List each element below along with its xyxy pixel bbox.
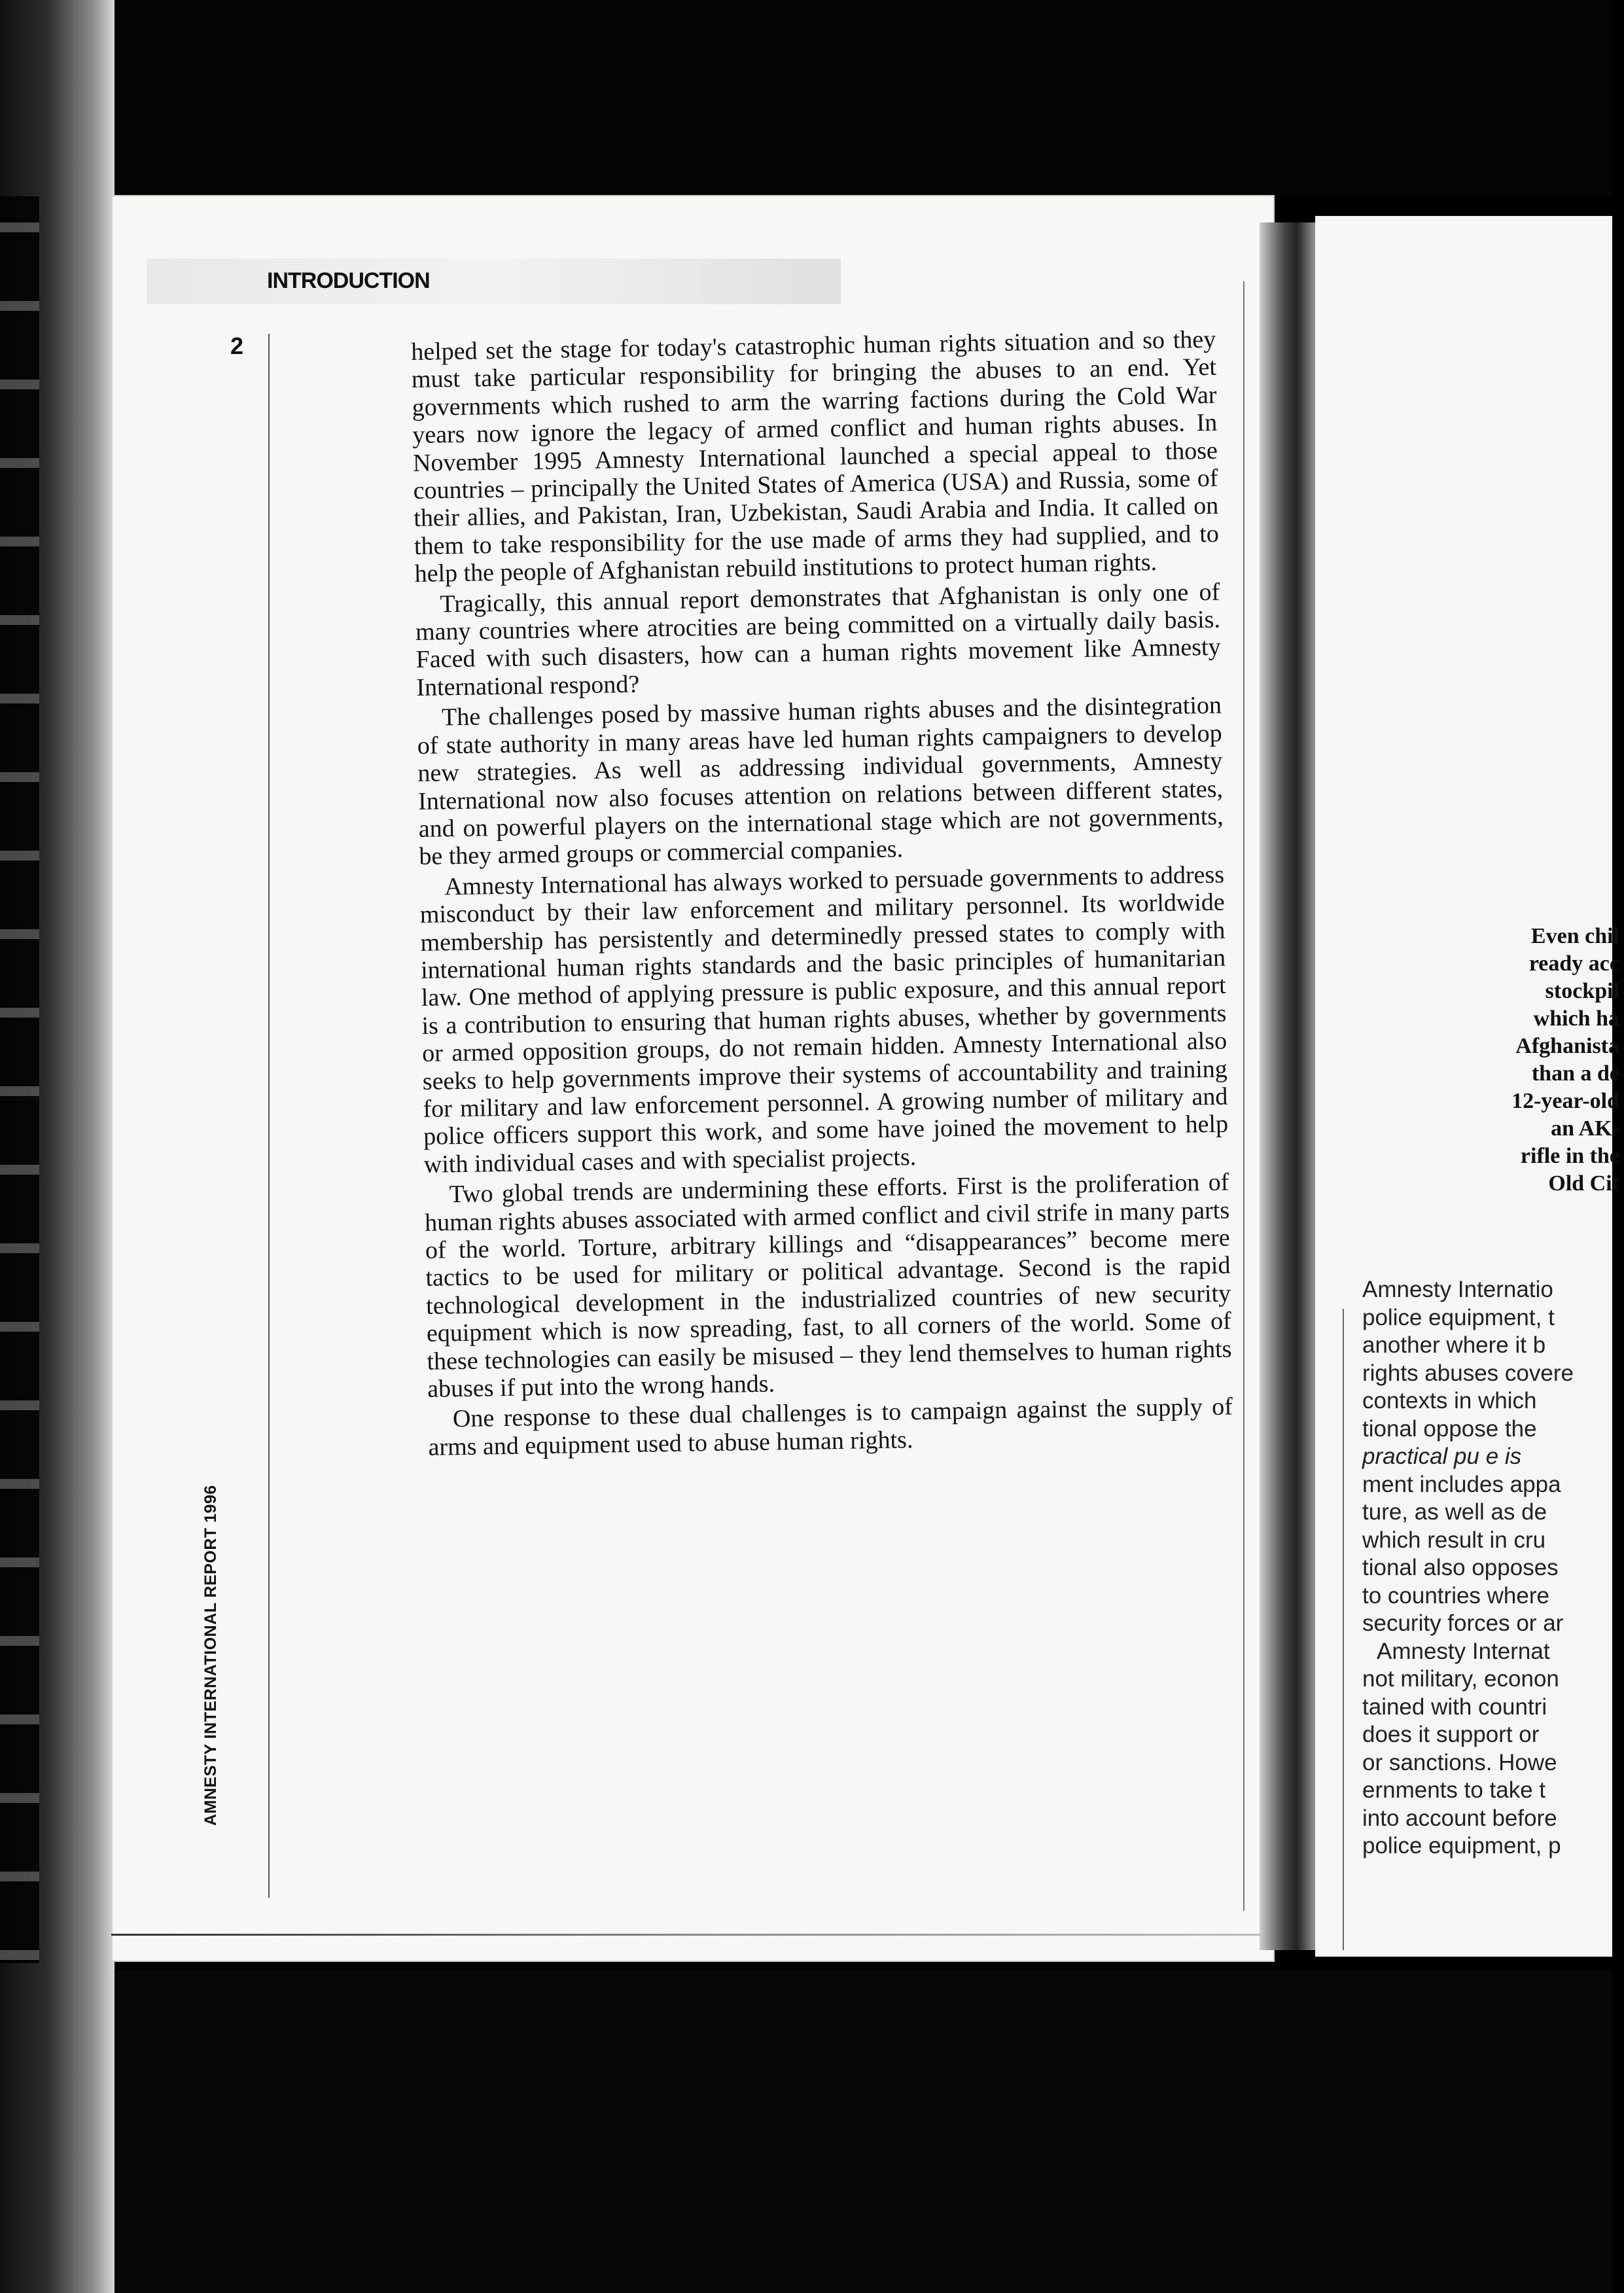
caption-line: Old Cit <box>1548 1171 1619 1196</box>
caption-line: rifle in the <box>1520 1144 1619 1168</box>
text-line: ernments to take t <box>1362 1777 1546 1803</box>
text-line: tional also opposes <box>1362 1555 1559 1580</box>
paragraph: Two global trends are undermining these efforts. First is the proliferation of human rights abuses associated with armed conflict and civil strife in many parts of the world. Torture, arbitrary killings and “disappearances” become mere tactics to be used for military or political advantage. Second is the rapid technological development in the industrialized countries of new security equipment which is now spreading, fast, to all corners of the world. Some of these technologies can easily be misused – they lend themselves to human rights abuses if put into the wrong hands. <box>424 1168 1232 1403</box>
text-line: Amnesty Internat <box>1377 1638 1550 1664</box>
paragraph: helped set the stage for today's catastrophic human rights situation and so they must take particular responsibility for bringing the abuses to an end. Yet governments which rushed to arm the warring factions during the Cold War years now ignore the legacy of armed conflict and human rights abuses. In November 1995 Amnesty International launched a special appeal to those countries – principally the United States of America (USA) and Russia, some of their allies, and Pakistan, Iran, Uzbekistan, Saudi Arabia and India. It called on them to take responsibility for the use made of arms they had supplied, and to help the people of Afghanistan rebuild institutions to protect human rights. <box>411 325 1220 588</box>
scan-border-bottom <box>0 1970 1612 2293</box>
scan-edge-noise <box>0 196 39 1963</box>
text-line: or sanctions. Howe <box>1362 1749 1557 1775</box>
photo-caption <box>1443 923 1619 1198</box>
book-gutter <box>1260 222 1322 1950</box>
text-line: police equipment, t <box>1362 1304 1555 1330</box>
page-number: 2 <box>230 332 244 359</box>
paragraph: Amnesty International has always worked to persuade governments to address misconduct by their law enforcement and military personnel. Its worldwide membership has persistently and determinedly pressed states to comply with international human rights standards and the basic principles of humanitarian law. One method of applying pressure is public exposure, and this annual report is a contribution to ensuring that human rights abuses, whether by governments or armed opposition groups, do not remain hidden. Amnesty International also seeks to help governments improve their systems of accountability and training for military and law enforcement personnel. A growing number of military and police officers support this work, and some have joined the movement to help with individual cases and with specialist projects. <box>419 861 1229 1179</box>
text-line: not military, econon <box>1362 1666 1559 1692</box>
running-foot: AMNESTY INTERNATIONAL REPORT 1996 <box>202 1485 220 1826</box>
caption-line: Even chil <box>1530 924 1619 948</box>
caption-line: than a de <box>1531 1061 1619 1086</box>
text-line: rights abuses covere <box>1362 1360 1574 1386</box>
text-line: into account before <box>1362 1805 1557 1831</box>
text-line: to countries where <box>1362 1582 1549 1609</box>
margin-rule-right <box>1243 281 1244 1911</box>
text-line: practical pu e is <box>1362 1444 1522 1469</box>
text-line: tional oppose the <box>1362 1415 1537 1442</box>
text-line: ture, as well as de <box>1362 1499 1547 1525</box>
page-bottom-edge <box>111 1934 1263 1936</box>
header-band <box>147 258 841 304</box>
caption-line: an AK- <box>1551 1116 1619 1141</box>
right-page-margin-rule <box>1343 1309 1344 1950</box>
caption-line: ready acc <box>1528 951 1619 976</box>
right-page-text <box>1362 1276 1624 1860</box>
scan-border-top <box>0 0 1612 196</box>
text-line: tained with countri <box>1362 1694 1547 1720</box>
text-line: ment includes appa <box>1362 1471 1561 1497</box>
caption-line: which ha <box>1533 1006 1619 1031</box>
caption-line: 12-year-old <box>1511 1089 1619 1113</box>
text-line: security forces or ar <box>1362 1610 1564 1636</box>
paragraph: One response to these dual challenges is to campaign against the supply of arms and equipment used to abuse human rights. <box>428 1393 1233 1461</box>
text-line: which result in cru <box>1362 1527 1546 1553</box>
body-text <box>411 326 1233 1461</box>
paragraph: The challenges posed by massive human rights abuses and the disintegration of state authority in many areas have led human rights campaigners to develop new strategies. As well as addressing individual governments, Amnesty International now also focuses attention on relations between different states, and on powerful players on the international stage which are not governments, be they armed groups or commercial companies. <box>417 691 1224 871</box>
text-line: does it support or <box>1362 1722 1540 1747</box>
caption-line: stockpil <box>1545 979 1619 1003</box>
caption-line: Afghanista <box>1515 1034 1619 1058</box>
text-line: contexts in which <box>1362 1388 1537 1413</box>
paragraph: Tragically, this annual report demonstrates that Afghanistan is only one of many countries where atrocities are being committed on a virtually daily basis. Faced with such disasters, how can a human rights movement like Amnesty International respond? <box>415 578 1221 702</box>
text-line: another where it b <box>1362 1332 1546 1358</box>
section-title: INTRODUCTION <box>267 268 430 293</box>
text-line: police equipment, p <box>1362 1833 1561 1858</box>
text-line: Amnesty Internatio <box>1362 1277 1553 1302</box>
margin-rule-left <box>268 334 270 1898</box>
